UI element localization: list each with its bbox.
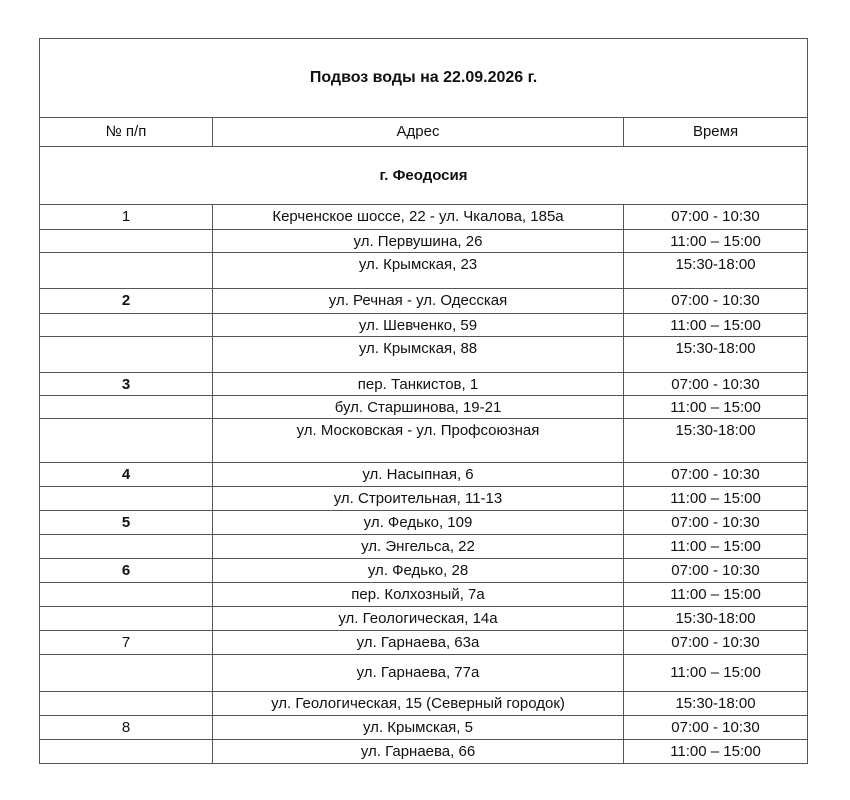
row-address: ул. Крымская, 5 bbox=[213, 716, 624, 740]
row-number: 2 bbox=[40, 289, 213, 314]
row-address: пер. Танкистов, 1 bbox=[213, 373, 624, 396]
row-number bbox=[40, 396, 213, 419]
table-row bbox=[40, 205, 808, 230]
row-number bbox=[40, 253, 213, 289]
table-row bbox=[40, 631, 808, 655]
row-number bbox=[40, 535, 213, 559]
row-number bbox=[40, 655, 213, 692]
row-time: 07:00 - 10:30 bbox=[624, 716, 808, 740]
row-address: ул. Гарнаева, 63а bbox=[213, 631, 624, 655]
table-row bbox=[40, 535, 808, 559]
row-number bbox=[40, 583, 213, 607]
table-row bbox=[40, 396, 808, 419]
table-row bbox=[40, 716, 808, 740]
table-row bbox=[40, 337, 808, 373]
row-number: 5 bbox=[40, 511, 213, 535]
city-row bbox=[40, 147, 808, 205]
table-row bbox=[40, 655, 808, 692]
row-time: 15:30-18:00 bbox=[624, 253, 808, 289]
row-address: пер. Колхозный, 7а bbox=[213, 583, 624, 607]
column-header-num: № п/п bbox=[40, 118, 213, 147]
row-time: 15:30-18:00 bbox=[624, 692, 808, 716]
row-address: ул. Шевченко, 59 bbox=[213, 314, 624, 337]
row-number: 1 bbox=[40, 205, 213, 230]
row-time: 15:30-18:00 bbox=[624, 607, 808, 631]
row-time: 07:00 - 10:30 bbox=[624, 511, 808, 535]
column-header-time: Время bbox=[624, 118, 808, 147]
row-address: ул. Энгельса, 22 bbox=[213, 535, 624, 559]
row-time: 11:00 – 15:00 bbox=[624, 230, 808, 253]
row-number bbox=[40, 230, 213, 253]
table-row bbox=[40, 230, 808, 253]
row-time: 07:00 - 10:30 bbox=[624, 631, 808, 655]
row-address: Керченское шоссе, 22 - ул. Чкалова, 185а bbox=[213, 205, 624, 230]
row-time: 07:00 - 10:30 bbox=[624, 289, 808, 314]
row-time: 07:00 - 10:30 bbox=[624, 463, 808, 487]
table-row bbox=[40, 463, 808, 487]
table-row bbox=[40, 487, 808, 511]
row-number bbox=[40, 314, 213, 337]
row-number: 3 bbox=[40, 373, 213, 396]
row-time: 11:00 – 15:00 bbox=[624, 655, 808, 692]
column-header-address: Адрес bbox=[213, 118, 624, 147]
row-time: 07:00 - 10:30 bbox=[624, 205, 808, 230]
table-row bbox=[40, 559, 808, 583]
row-address: ул. Строительная, 11-13 bbox=[213, 487, 624, 511]
table-row bbox=[40, 607, 808, 631]
row-address: ул. Гарнаева, 77а bbox=[213, 655, 624, 692]
row-time: 11:00 – 15:00 bbox=[624, 396, 808, 419]
row-address: ул. Насыпная, 6 bbox=[213, 463, 624, 487]
table-row bbox=[40, 511, 808, 535]
table-row bbox=[40, 289, 808, 314]
table-row bbox=[40, 692, 808, 716]
row-time: 07:00 - 10:30 bbox=[624, 559, 808, 583]
row-time: 11:00 – 15:00 bbox=[624, 740, 808, 764]
row-number bbox=[40, 337, 213, 373]
row-number bbox=[40, 607, 213, 631]
row-time: 11:00 – 15:00 bbox=[624, 535, 808, 559]
water-schedule-sheet bbox=[39, 38, 807, 764]
table-row bbox=[40, 740, 808, 764]
city-heading: г. Феодосия bbox=[40, 147, 808, 205]
row-address: ул. Федько, 109 bbox=[213, 511, 624, 535]
table-row bbox=[40, 373, 808, 396]
row-number: 6 bbox=[40, 559, 213, 583]
row-time: 11:00 – 15:00 bbox=[624, 314, 808, 337]
row-time: 07:00 - 10:30 bbox=[624, 373, 808, 396]
row-number bbox=[40, 419, 213, 463]
row-time: 15:30-18:00 bbox=[624, 337, 808, 373]
row-number bbox=[40, 692, 213, 716]
table-row bbox=[40, 253, 808, 289]
row-number: 7 bbox=[40, 631, 213, 655]
row-number: 4 bbox=[40, 463, 213, 487]
page-title: Подвоз воды на 22.09.2026 г. bbox=[40, 39, 808, 118]
row-address: ул. Гарнаева, 66 bbox=[213, 740, 624, 764]
row-address: ул. Речная - ул. Одесская bbox=[213, 289, 624, 314]
row-number: 8 bbox=[40, 716, 213, 740]
table-row bbox=[40, 583, 808, 607]
table-row bbox=[40, 314, 808, 337]
row-address: ул. Первушина, 26 bbox=[213, 230, 624, 253]
row-address: ул. Московская - ул. Профсоюзная bbox=[213, 419, 624, 463]
row-address: ул. Крымская, 88 bbox=[213, 337, 624, 373]
row-address: ул. Геологическая, 14а bbox=[213, 607, 624, 631]
row-address: ул. Федько, 28 bbox=[213, 559, 624, 583]
row-time: 11:00 – 15:00 bbox=[624, 487, 808, 511]
row-time: 11:00 – 15:00 bbox=[624, 583, 808, 607]
row-address: ул. Геологическая, 15 (Северный городок) bbox=[213, 692, 624, 716]
row-number bbox=[40, 487, 213, 511]
table-row bbox=[40, 419, 808, 463]
title-row bbox=[40, 39, 808, 118]
header-row bbox=[40, 118, 808, 147]
row-address: ул. Крымская, 23 bbox=[213, 253, 624, 289]
schedule-table bbox=[39, 38, 808, 764]
row-number bbox=[40, 740, 213, 764]
row-address: бул. Старшинова, 19-21 bbox=[213, 396, 624, 419]
row-time: 15:30-18:00 bbox=[624, 419, 808, 463]
